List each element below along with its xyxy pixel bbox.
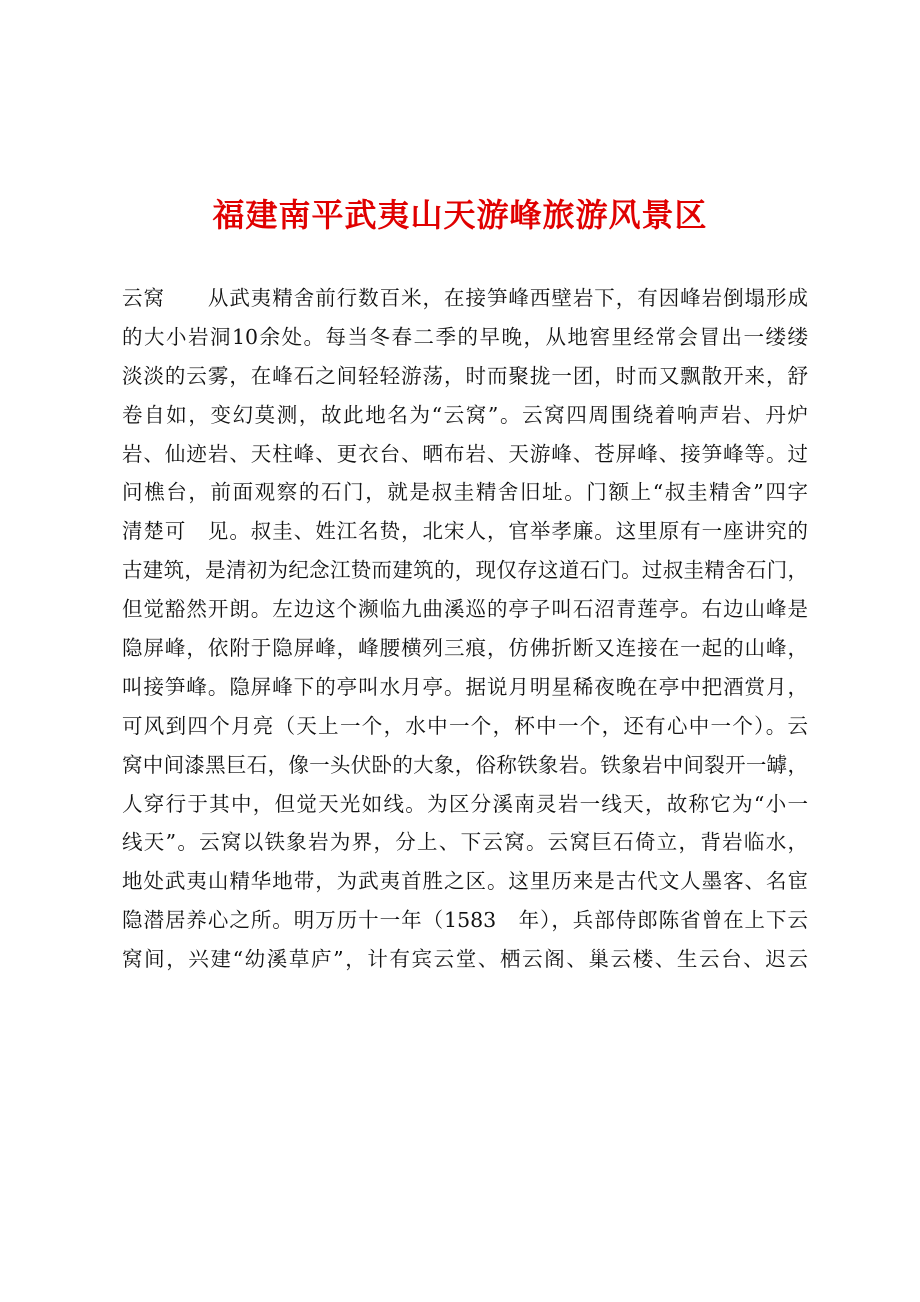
text-line: 窝间，兴建“幼溪草庐”，计有宾云堂、栖云阁、巢云楼、生云台、迟云 — [122, 947, 808, 972]
text-line: 卷自如，变幻莫测，故此地名为“云窝”。云窝四周围绕着响声岩、丹炉 — [122, 402, 808, 427]
text-line: 淡淡的云雾，在峰石之间轻轻游荡，时而聚拢一团，时而又飘散开来，舒 — [122, 363, 808, 388]
text-line: 古建筑，是清初为纪念江贽而建筑的，现仅存这道石门。过叔圭精舍石门， — [122, 558, 808, 583]
text-line: 的大小岩洞10余处。每当冬春二季的早晚，从地窖里经常会冒出一缕缕 — [122, 324, 808, 349]
text-line: 清楚可 见。叔圭、姓江名贽，北宋人，官举孝廉。这里原有一座讲究的 — [122, 519, 808, 544]
text-line: 问樵台，前面观察的石门，就是叔圭精舍旧址。门额上“叔圭精舍”四字 — [122, 480, 808, 505]
text-line: 隐潜居养心之所。明万历十一年（1583 年），兵部侍郎陈省曾在上下云 — [122, 908, 808, 933]
text-line: 隐屏峰，依附于隐屏峰，峰腰横列三痕，仿佛折断又连接在一起的山峰， — [122, 636, 808, 661]
text-line: 云窝 从武夷精舍前行数百米，在接笋峰西壁岩下，有因峰岩倒塌形成 — [122, 286, 808, 310]
text-line: 窝中间漆黑巨石，像一头伏卧的大象，俗称铁象岩。铁象岩中间裂开一罅， — [122, 752, 808, 777]
text-line: 人穿行于其中，但觉天光如线。为区分溪南灵岩一线天，故称它为“小一 — [122, 791, 808, 816]
text-line: 岩、仙迹岩、天柱峰、更衣台、晒布岩、天游峰、苍屏峰、接笋峰等。过 — [122, 441, 808, 466]
document-title: 福建南平武夷山天游峰旅游风景区 — [212, 196, 708, 234]
text-line: 叫接笋峰。隐屏峰下的亭叫水月亭。据说月明星稀夜晚在亭中把酒赏月， — [122, 674, 808, 699]
text-line: 可风到四个月亮（天上一个，水中一个，杯中一个，还有心中一个）。云 — [122, 713, 808, 738]
text-line: 线天”。云窝以铁象岩为界，分上、下云窝。云窝巨石倚立，背岩临水， — [122, 830, 808, 855]
text-line: 地处武夷山精华地带，为武夷首胜之区。这里历来是古代文人墨客、名宦 — [122, 869, 808, 894]
text-line: 但觉豁然开朗。左边这个濒临九曲溪巡的亭子叫石沼青莲亭。右边山峰是 — [122, 597, 808, 622]
body-text — [122, 279, 808, 979]
